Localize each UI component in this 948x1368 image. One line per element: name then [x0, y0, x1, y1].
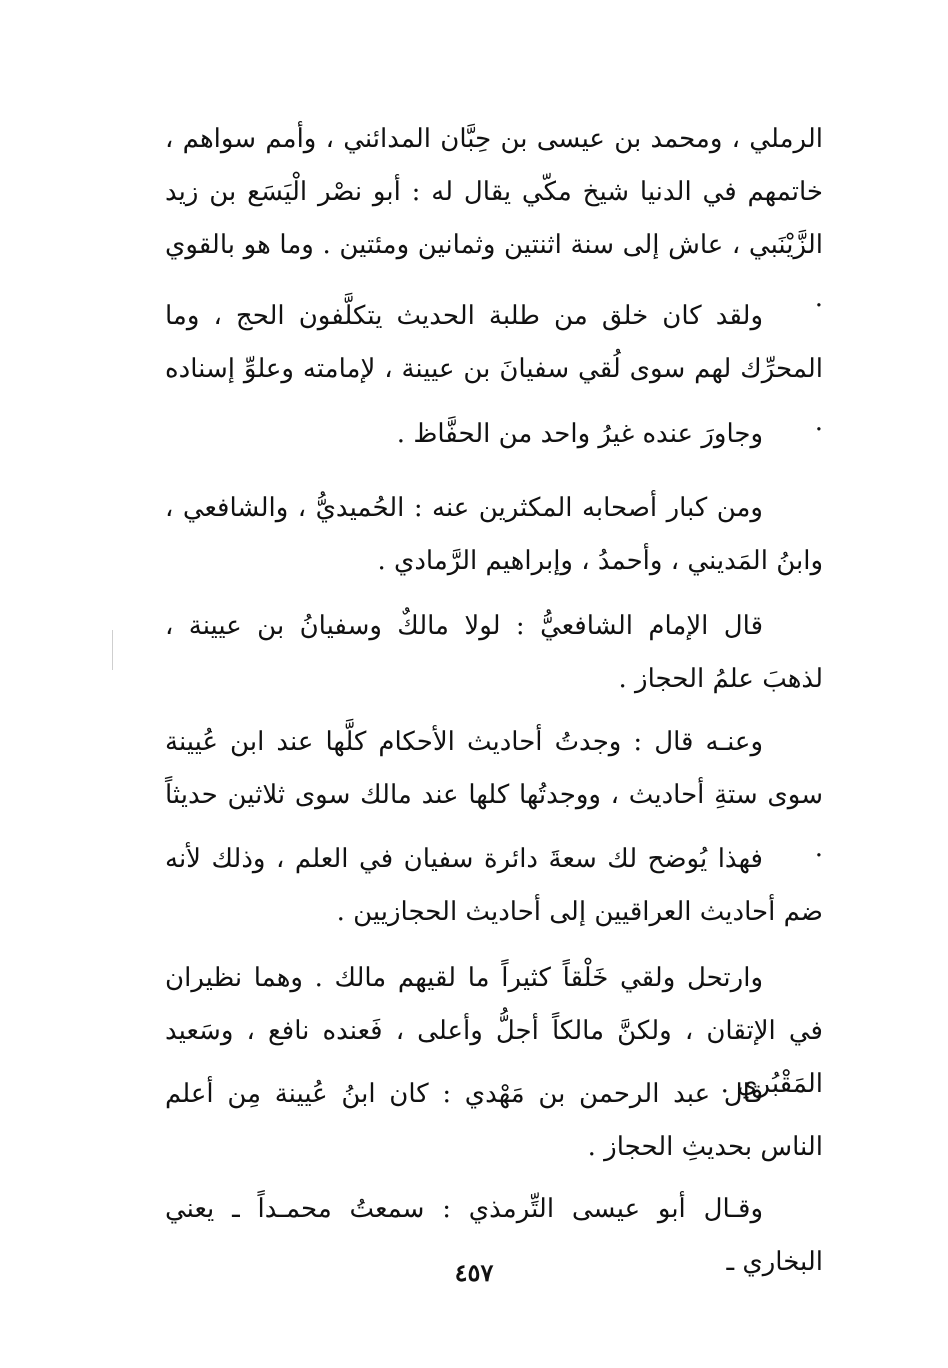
paragraph-text: وقـال أبو عيسى التِّرمذي : سمعتُ محمـداً ـ يعني البخاري ـ: [165, 1194, 823, 1277]
paragraph-text: وجاورَ عنده غيرُ واحد من الحفَّاظ .: [396, 419, 763, 449]
paragraph-text: ومن كبار أصحابه المكثرين عنه : الحُميديُّ ، والشافعي ، وابنُ المَديني ، وأحمدُ ، وإبراهيم الرَّمادي .: [165, 493, 823, 576]
paragraph-text: وعنـه قال : وجدتُ أحاديث الأحكام كلَّها عند ابن عُيينة سوى ستةِ أحاديث ، ووجدتُها كلها عند مالك سوى ثلاثين حديثاً .: [165, 727, 823, 863]
paragraph-3: [165, 408, 823, 461]
paragraph-9: [165, 1068, 823, 1174]
page-number: ٤٥٧: [454, 1258, 494, 1287]
paragraph-text: وارتحل ولقي خَلْقاً كثيراً ما لقيهم مالك . وهما نظيران في الإتقان ، ولكنَّ مالكاً أجلُّ وأعلى ، فَعنده نافع ، وسَعيد المَقْبُري .: [165, 963, 823, 1099]
paragraph-5: [165, 600, 823, 706]
paragraph-text: الرملي ، ومحمد بن عيسى بن حِبَّان المدائني ، وأمم سواهم ، خاتمهم في الدنيا شيخ مكّي يقال له : أبو نصْر الْيَسَع بن زيد الزَّيْنَبي ، عاش إلى سنة اثنتين وثمانين ومئتين . وما هو بالقوي .: [165, 124, 823, 313]
paragraph-text: قال عبد الرحمن بن مَهْدي : كان ابنُ عُيينة مِن أعلم الناس بحديثِ الحجاز .: [165, 1079, 823, 1162]
paragraph-text: فهذا يُوضح لك سعةَ دائرة سفيان في العلم ، وذلك لأنه ضم أحاديث العراقيين إلى أحاديث الحجازيين .: [165, 844, 823, 927]
paragraph-4: [165, 482, 823, 588]
paragraph-7: [165, 833, 823, 939]
paragraph-text: قال الإمام الشافعيُّ : لولا مالكٌ وسفيانُ بن عيينة ، لذهبَ علمُ الحجاز .: [165, 611, 823, 694]
gutter-mark: [112, 630, 113, 670]
paragraph-text: ولقد كان خلق من طلبة الحديث يتكلَّفون الحج ، وما المحرِّك لهم سوى لُقي سفيانَ بن عيينة ، لإمامته وعلوِّ إسناده .: [165, 301, 823, 437]
